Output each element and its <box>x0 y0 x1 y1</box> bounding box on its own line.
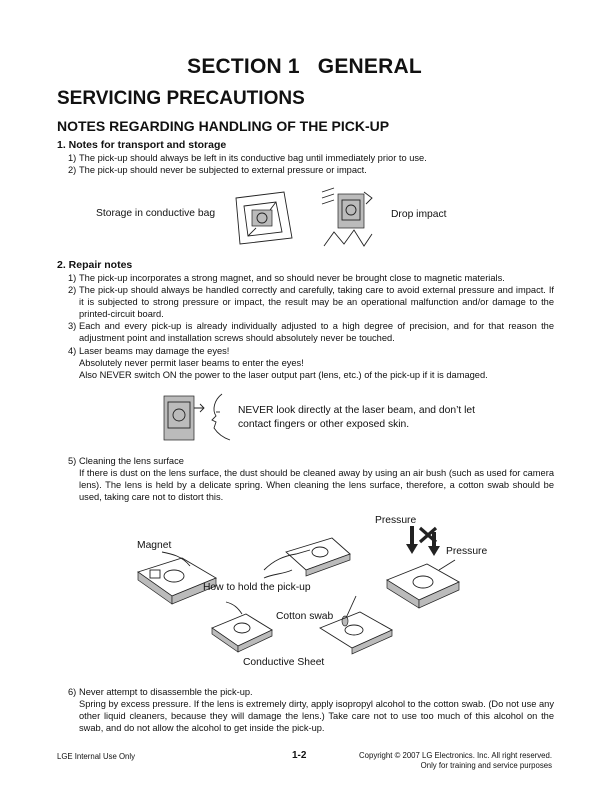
transport-storage-heading: 1. Notes for transport and storage <box>57 139 227 151</box>
list-item: 2) The pick-up should always be handled correctly and carefully, taking care to avoid external pressure and impact. If it is subjected to strong pressure or impact, the result may be an operational malfunction and/or damage to the printed-circuit board. <box>68 285 554 319</box>
section-subheading: NOTES REGARDING HANDLING OF THE PICK-UP <box>57 118 390 134</box>
footer-left: LGE Internal Use Only <box>57 752 136 761</box>
pressure-top-label: Pressure <box>375 515 417 526</box>
title-section-name: GENERAL <box>317 55 422 78</box>
storage-label: Storage in conductive bag <box>96 208 216 219</box>
list-item: 2) The pick-up should never be subjected to external pressure or impact. <box>68 165 367 175</box>
list-item: 5) Cleaning the lens surface If there is dust on the lens surface, the dust should be cleaned away by using an air bush (such as used for camera lens). The lens is held by a delicate spring. When cleaning the lens surface, therefore, a cotton swab should be used, taking care not to distort this. <box>68 456 554 502</box>
cotton-swab-illustration <box>316 594 396 656</box>
magnet-label: Magnet <box>137 540 172 551</box>
hold-pickup-label: How to hold the pick-up <box>203 582 311 593</box>
pressure-side-label: Pressure <box>446 546 488 557</box>
title-section-number: SECTION 1 <box>187 55 300 78</box>
list-item: 4) Laser beams may damage the eyes! Absolutely never permit laser beams to enter the eyes! Also NEVER switch ON the power to the laser output part (lens, etc.) of the pick-up if it is damaged. <box>68 346 488 380</box>
holding-pickup-illustration <box>262 530 352 588</box>
cotton-swab-label: Cotton swab <box>276 611 334 622</box>
list-item: 1) The pick-up incorporates a strong magnet, and so should never be brought close to magnetic materials. <box>68 273 505 283</box>
laser-warning-illustration <box>160 390 240 450</box>
cleaning-hand-illustration <box>206 598 276 654</box>
pressure-arrows-icon <box>400 526 446 558</box>
section-heading: SERVICING PRECAUTIONS <box>57 88 305 109</box>
page-title <box>0 55 609 79</box>
conductive-bag-illustration <box>226 188 296 248</box>
drop-impact-label: Drop impact <box>391 209 447 220</box>
list-item: 1) The pick-up should always be left in its conductive bag until immediately prior to use. <box>68 153 427 163</box>
laser-warning-text: NEVER look directly at the laser beam, and don’t let contact fingers or other exposed skin. <box>238 405 475 430</box>
footer-copyright: Copyright © 2007 LG Electronics. Inc. All right reserved. Only for training and service purposes <box>359 751 552 770</box>
list-item: 3) Each and every pick-up is already individually adjusted to a high degree of precision, and for that reason the adjustment point and installation screws should absolutely never be touched. <box>68 321 554 343</box>
conductive-sheet-label: Conductive Sheet <box>243 657 325 668</box>
list-item: 6) Never attempt to disassemble the pick-up. Spring by excess pressure. If the lens is extremely dirty, apply isopropyl alcohol to the cotton swab. (Do not use any other liquid cleaners, because they will damage the lens.) Take care not to use too much of this alcohol on the swab, and do not allow the alcohol to get inside the pick-up. <box>68 687 554 733</box>
drop-impact-illustration <box>314 184 384 254</box>
repair-notes-heading: 2. Repair notes <box>57 259 133 271</box>
page-number: 1-2 <box>292 750 307 761</box>
